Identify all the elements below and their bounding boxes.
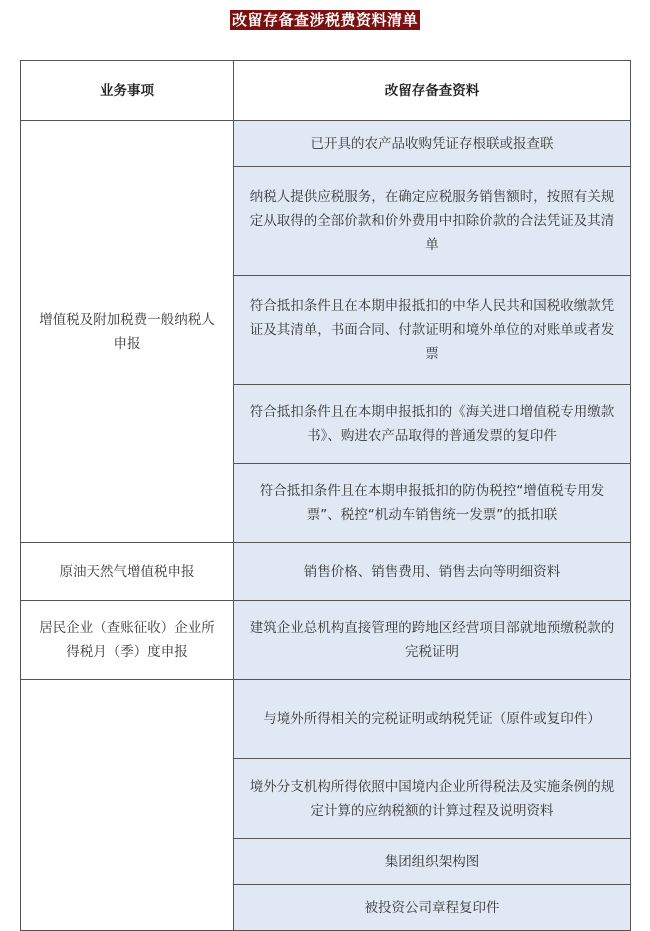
table-row xyxy=(21,543,631,601)
item-cell: 被投资公司章程复印件 xyxy=(234,885,631,931)
table-row xyxy=(21,680,631,759)
table-row xyxy=(21,601,631,680)
category-cell: 居民企业（查账征收）企业所得税月（季）度申报 xyxy=(21,601,234,680)
item-cell: 纳税人提供应税服务，在确定应税服务销售额时，按照有关规定从取得的全部价款和价外费用中扣除价款的合法凭证及其清单 xyxy=(234,167,631,276)
item-cell: 销售价格、销售费用、销售去向等明细资料 xyxy=(234,543,631,601)
table-header-row xyxy=(21,61,631,121)
materials-table xyxy=(20,60,631,931)
page-title: 改留存备查涉税费资料清单 xyxy=(231,11,418,29)
header-business-item: 业务事项 xyxy=(21,61,234,121)
category-cell: 原油天然气增值税申报 xyxy=(21,543,234,601)
item-cell: 符合抵扣条件且在本期申报抵扣的《海关进口增值税专用缴款书》、购进农产品取得的普通发票的复印件 xyxy=(234,385,631,464)
item-cell: 已开具的农产品收购凭证存根联或报查联 xyxy=(234,121,631,167)
item-cell: 集团组织架构图 xyxy=(234,839,631,885)
item-cell: 与境外所得相关的完税证明或纳税凭证（原件或复印件） xyxy=(234,680,631,759)
category-cell xyxy=(21,680,234,931)
table-row xyxy=(21,121,631,167)
item-cell: 符合抵扣条件且在本期申报抵扣的防伪税控“增值税专用发票”、税控“机动车销售统一发票”的抵扣联 xyxy=(234,464,631,543)
page-title-wrap xyxy=(0,10,650,30)
header-retained-materials: 改留存备查资料 xyxy=(234,61,631,121)
category-cell: 增值税及附加税费一般纳税人申报 xyxy=(21,121,234,543)
item-cell: 符合抵扣条件且在本期申报抵扣的中华人民共和国税收缴款凭证及其清单，书面合同、付款证明和境外单位的对账单或者发票 xyxy=(234,276,631,385)
item-cell: 建筑企业总机构直接管理的跨地区经营项目部就地预缴税款的完税证明 xyxy=(234,601,631,680)
item-cell: 境外分支机构所得依照中国境内企业所得税法及实施条例的规定计算的应纳税额的计算过程及说明资料 xyxy=(234,759,631,839)
